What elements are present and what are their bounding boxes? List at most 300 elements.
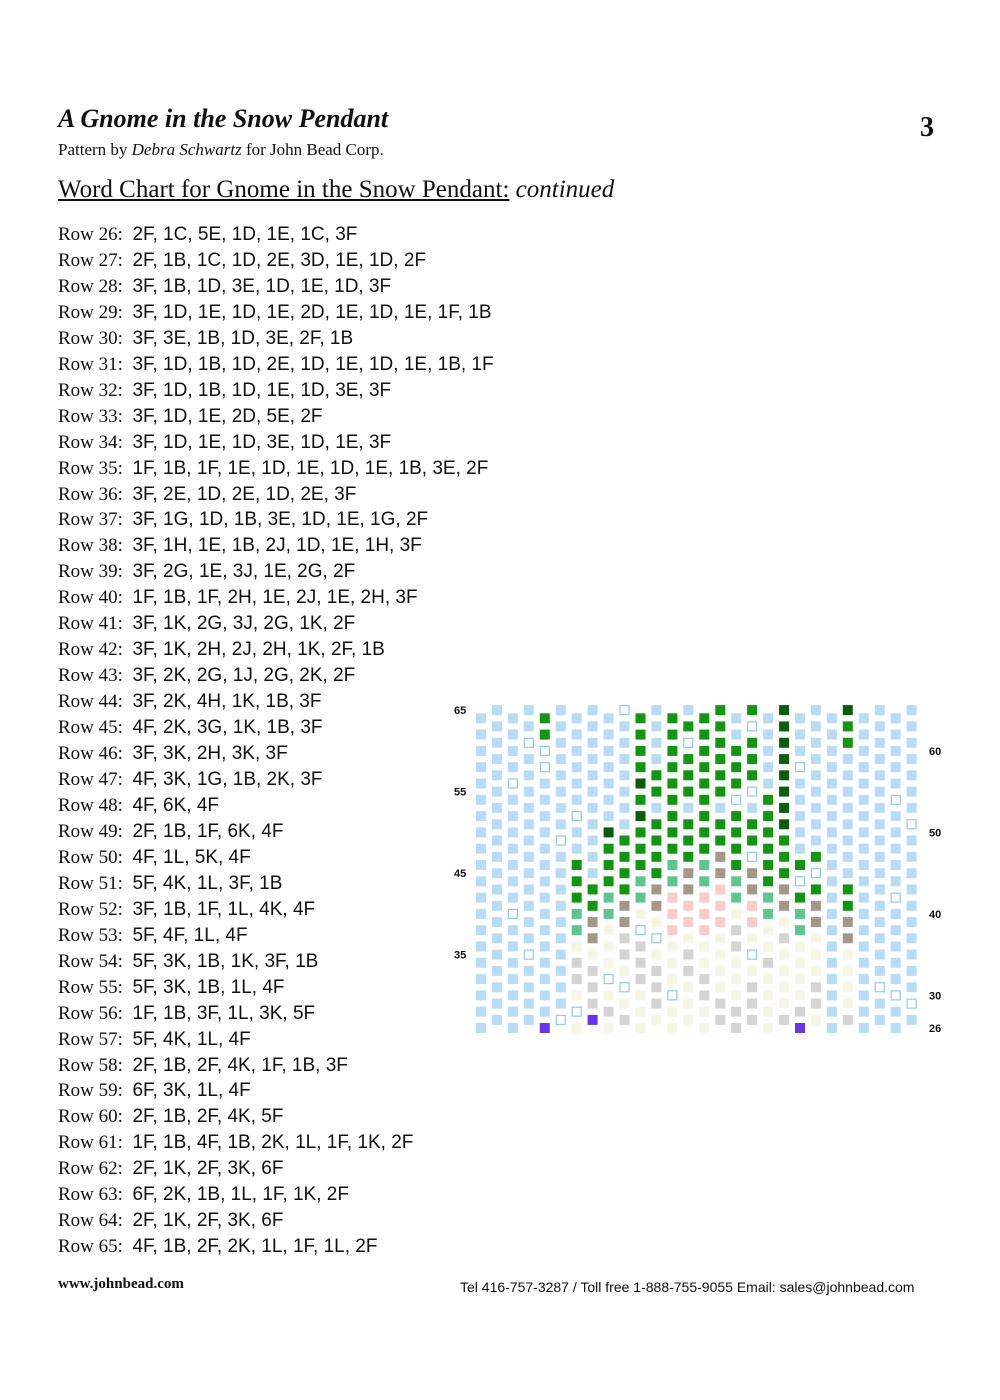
bead [508, 925, 518, 935]
bead [747, 754, 757, 764]
bead [651, 917, 661, 927]
bead [651, 999, 661, 1009]
bead [636, 844, 646, 854]
row-sequence: 3F, 2E, 1D, 2E, 1D, 2E, 3F [132, 483, 357, 505]
bead [667, 827, 677, 837]
word-chart-row [58, 1053, 578, 1079]
bead [588, 999, 598, 1009]
bead [620, 1015, 630, 1025]
bead [795, 958, 805, 968]
bead [843, 901, 853, 911]
row-sequence: 3F, 3K, 2H, 3K, 3F [132, 743, 288, 765]
bead [508, 974, 518, 984]
bead [651, 738, 661, 748]
row-sequence: 1F, 1B, 3F, 1L, 3K, 5F [132, 1002, 316, 1024]
bead [795, 860, 805, 870]
bead [636, 762, 646, 772]
bead [667, 876, 677, 886]
bead [763, 860, 773, 870]
row-sequence: 3F, 1B, 1F, 1L, 4K, 4F [132, 898, 316, 920]
row-number-label: 45 [454, 868, 467, 881]
bead [476, 990, 486, 1000]
bead [476, 1007, 486, 1017]
bead [715, 754, 725, 764]
bead [747, 836, 757, 846]
bead [811, 754, 821, 764]
bead [699, 876, 709, 886]
bead [572, 812, 581, 821]
bead [875, 917, 885, 927]
bead [779, 705, 789, 715]
bead [795, 1007, 805, 1017]
bead [556, 787, 566, 797]
bead [588, 917, 598, 927]
bead [859, 713, 869, 723]
bead [747, 868, 757, 878]
bead [779, 1015, 789, 1025]
bead [683, 966, 693, 976]
bead [731, 811, 741, 821]
bead [667, 1023, 677, 1033]
bead [683, 787, 693, 797]
bead [524, 901, 534, 911]
bead [636, 1007, 646, 1017]
row-sequence: 4F, 6K, 4F [132, 794, 220, 816]
word-chart-row [58, 430, 578, 456]
bead [540, 860, 550, 870]
bead [891, 746, 901, 756]
bead [763, 876, 773, 886]
bead [907, 901, 917, 911]
bead [843, 754, 853, 764]
row-label: Row 45: [58, 717, 123, 739]
bead [715, 819, 725, 829]
bead [556, 721, 566, 731]
bead [636, 942, 646, 952]
bead [588, 901, 598, 911]
bead [620, 706, 629, 715]
bead [811, 787, 821, 797]
bead [476, 909, 486, 919]
bead [540, 942, 550, 952]
bead [572, 1007, 581, 1016]
bead [636, 730, 646, 740]
bead [604, 795, 614, 805]
bead [651, 721, 661, 731]
bead [843, 852, 853, 862]
bead [763, 974, 773, 984]
bead [620, 868, 630, 878]
bead [763, 958, 773, 968]
bead [540, 974, 550, 984]
row-label: Row 50: [58, 846, 123, 868]
bead [731, 893, 741, 903]
row-sequence: 3F, 2K, 4H, 1K, 1B, 3F [132, 691, 322, 713]
bead [572, 942, 582, 952]
bead [683, 803, 693, 813]
bead [508, 827, 518, 837]
bead [907, 884, 917, 894]
bead [907, 999, 916, 1008]
row-sequence: 6F, 2K, 1B, 1L, 1F, 1K, 2F [132, 1184, 349, 1206]
bead [684, 738, 693, 747]
bead [604, 909, 614, 919]
bead [636, 926, 645, 935]
bead [907, 982, 917, 992]
bead [683, 901, 693, 911]
bead [651, 966, 661, 976]
bead [891, 811, 901, 821]
bead [859, 762, 869, 772]
bead [651, 884, 661, 894]
bead [827, 925, 837, 935]
footer-contact: Tel 416-757-3287 / Toll free 1-888-755-9055 Email: sales@johnbead.com [460, 1279, 915, 1295]
bead [875, 770, 885, 780]
word-chart-row [58, 559, 578, 585]
bead [891, 1023, 901, 1033]
row-label: Row 37: [58, 509, 123, 531]
bead [604, 713, 614, 723]
bead [683, 917, 693, 927]
row-sequence: 5F, 4F, 1L, 4F [132, 924, 248, 946]
bead [795, 909, 805, 919]
bead [588, 982, 598, 992]
bead [811, 869, 820, 878]
bead [747, 738, 757, 748]
bead [779, 917, 789, 927]
bead [476, 860, 486, 870]
bead [891, 925, 901, 935]
bead [492, 754, 502, 764]
bead [731, 1023, 741, 1033]
bead [891, 844, 901, 854]
row-label: Row 52: [58, 898, 123, 920]
bead [843, 917, 853, 927]
bead [604, 779, 614, 789]
bead [779, 738, 789, 748]
bead [588, 721, 598, 731]
bead [636, 827, 646, 837]
bead [763, 909, 773, 919]
bead [588, 754, 598, 764]
bead [715, 917, 725, 927]
bead [699, 713, 709, 723]
bead [779, 754, 789, 764]
bead [907, 721, 917, 731]
bead [891, 860, 901, 870]
bead [827, 730, 837, 740]
bead [715, 836, 725, 846]
bead [508, 942, 518, 952]
bead [572, 860, 582, 870]
bead [827, 942, 837, 952]
bead [540, 779, 550, 789]
word-chart-row [58, 1182, 578, 1208]
bead [859, 746, 869, 756]
bead [508, 860, 518, 870]
bead [843, 836, 853, 846]
bead [683, 770, 693, 780]
bead [508, 893, 518, 903]
bead [604, 762, 614, 772]
row-sequence: 2F, 1B, 1F, 6K, 4F [132, 820, 284, 842]
bead [620, 999, 630, 1009]
bead [492, 901, 502, 911]
bead [476, 730, 486, 740]
bead [683, 819, 693, 829]
bead [843, 705, 853, 715]
footer-website: www.johnbead.com [58, 1276, 184, 1292]
bead [492, 950, 502, 960]
bead [556, 803, 566, 813]
bead [796, 877, 805, 886]
bead [795, 827, 805, 837]
bead [651, 803, 661, 813]
bead [540, 1007, 550, 1017]
bead [540, 763, 549, 772]
row-sequence: 4F, 3K, 1G, 1B, 2K, 3F [132, 769, 323, 791]
word-chart-row [58, 1104, 578, 1130]
bead [492, 787, 502, 797]
bead [604, 860, 614, 870]
bead [492, 852, 502, 862]
bead [891, 1007, 901, 1017]
row-label: Row 54: [58, 950, 123, 972]
word-chart-row [58, 611, 578, 637]
bead [891, 713, 901, 723]
bead [588, 884, 598, 894]
bead [524, 803, 534, 813]
bead [699, 762, 709, 772]
bead [811, 721, 821, 731]
bead [827, 713, 837, 723]
bead [524, 1015, 534, 1025]
bead [732, 795, 741, 804]
bead [524, 950, 533, 959]
bead [667, 860, 677, 870]
bead [524, 836, 534, 846]
bead [907, 754, 917, 764]
row-label: Row 31: [58, 353, 123, 375]
row-number-label: 55 [454, 786, 467, 799]
bead [683, 982, 693, 992]
bead [859, 730, 869, 740]
row-sequence: 3F, 2G, 1E, 3J, 1E, 2G, 2F [132, 561, 356, 583]
bead [651, 787, 661, 797]
bead [604, 990, 614, 1000]
row-sequence: 3F, 3E, 1B, 1D, 3E, 2F, 1B [132, 327, 354, 349]
bead [827, 1023, 837, 1033]
bead [859, 876, 869, 886]
bead [811, 705, 821, 715]
bead [540, 811, 550, 821]
bead [604, 1007, 614, 1017]
bead [683, 950, 693, 960]
bead [540, 990, 550, 1000]
word-chart-row [58, 1234, 578, 1260]
bead [907, 950, 917, 960]
bead [907, 1015, 917, 1025]
bead [651, 852, 661, 862]
bead [827, 860, 837, 870]
word-chart-row [58, 533, 578, 559]
bead [699, 893, 709, 903]
word-chart-row [58, 1078, 578, 1104]
bead [843, 803, 853, 813]
bead [699, 811, 709, 821]
bead [779, 933, 789, 943]
bead [556, 884, 566, 894]
bead [683, 836, 693, 846]
bead [875, 803, 885, 813]
bead [667, 713, 677, 723]
row-sequence: 5F, 3K, 1B, 1L, 4F [132, 976, 285, 998]
bead [715, 803, 725, 813]
word-chart-row [58, 248, 578, 274]
bead [907, 787, 917, 797]
row-sequence: 6F, 3K, 1L, 4F [132, 1080, 251, 1102]
bead [620, 966, 630, 976]
section-heading-suffix: continued [515, 176, 615, 203]
bead [859, 860, 869, 870]
bead [508, 1023, 518, 1033]
row-sequence: 3F, 1D, 1B, 1D, 1E, 1D, 3E, 3F [132, 379, 392, 401]
bead [699, 746, 709, 756]
row-sequence: 4F, 1B, 2F, 2K, 1L, 1F, 1L, 2F [132, 1236, 378, 1258]
bead [524, 819, 534, 829]
bead [795, 925, 805, 935]
bead [604, 746, 614, 756]
row-label: Row 61: [58, 1132, 123, 1154]
bead [508, 746, 518, 756]
bead [620, 770, 630, 780]
bead [620, 852, 630, 862]
row-label: Row 64: [58, 1210, 123, 1232]
bead [667, 795, 677, 805]
bead [731, 746, 741, 756]
bead [683, 754, 693, 764]
bead [667, 844, 677, 854]
bead [524, 721, 534, 731]
bead [683, 705, 693, 715]
row-sequence: 4F, 1L, 5K, 4F [132, 846, 251, 868]
word-chart-row [58, 404, 578, 430]
bead [779, 852, 789, 862]
bead [731, 1007, 741, 1017]
bead [827, 811, 837, 821]
bead [508, 876, 518, 886]
pattern-credit [58, 140, 384, 160]
bead [891, 827, 901, 837]
bead [604, 730, 614, 740]
bead [588, 787, 598, 797]
bead [763, 730, 773, 740]
bead [524, 770, 534, 780]
bead [747, 999, 757, 1009]
bead [907, 917, 917, 927]
bead [795, 779, 805, 789]
row-label: Row 42: [58, 639, 123, 661]
bead [636, 795, 646, 805]
bead [667, 958, 677, 968]
bead [779, 884, 789, 894]
bead [715, 1015, 725, 1025]
bead [524, 754, 534, 764]
bead [875, 884, 885, 894]
bead [620, 721, 630, 731]
bead [620, 738, 630, 748]
bead [508, 713, 518, 723]
row-label: Row 53: [58, 924, 123, 946]
row-label: Row 59: [58, 1080, 123, 1102]
bead [763, 779, 773, 789]
row-sequence: 3F, 1H, 1E, 1B, 2J, 1D, 1E, 1H, 3F [132, 535, 422, 557]
bead [492, 999, 502, 1009]
bead [843, 868, 853, 878]
bead [588, 770, 598, 780]
bead [524, 884, 534, 894]
bead [875, 819, 885, 829]
bead [492, 966, 502, 976]
bead [715, 933, 725, 943]
bead [811, 738, 821, 748]
bead [667, 811, 677, 821]
bead [763, 942, 773, 952]
bead [875, 999, 885, 1009]
row-label: Row 34: [58, 431, 123, 453]
bead [811, 917, 821, 927]
bead [604, 958, 614, 968]
bead [763, 827, 773, 837]
bead [604, 876, 614, 886]
bead [476, 795, 486, 805]
bead [524, 917, 534, 927]
bead [508, 779, 517, 788]
bead [572, 974, 582, 984]
bead [636, 893, 646, 903]
row-sequence: 5F, 4K, 1L, 4F [132, 1028, 251, 1050]
row-sequence: 5F, 4K, 1L, 3F, 1B [132, 872, 283, 894]
bead [779, 999, 789, 1009]
bead [763, 844, 773, 854]
bead [683, 852, 693, 862]
row-label: Row 60: [58, 1106, 123, 1128]
bead [572, 779, 582, 789]
bead [540, 909, 550, 919]
bead [699, 958, 709, 968]
bead [811, 966, 821, 976]
bead [843, 884, 853, 894]
bead [620, 933, 630, 943]
credit-suffix: for John Bead Corp. [241, 140, 384, 159]
row-sequence: 3F, 1D, 1E, 1D, 1E, 2D, 1E, 1D, 1E, 1F, 1B [132, 301, 492, 323]
bead [699, 1007, 709, 1017]
bead [891, 893, 900, 902]
bead [859, 974, 869, 984]
bead [731, 762, 741, 772]
bead [604, 942, 614, 952]
bead [667, 762, 677, 772]
bead [827, 779, 837, 789]
bead [875, 852, 885, 862]
bead [492, 982, 502, 992]
bead [795, 844, 805, 854]
bead [891, 909, 901, 919]
bead [604, 827, 614, 837]
bead [540, 925, 550, 935]
bead [524, 933, 534, 943]
row-label: Row 35: [58, 457, 123, 479]
